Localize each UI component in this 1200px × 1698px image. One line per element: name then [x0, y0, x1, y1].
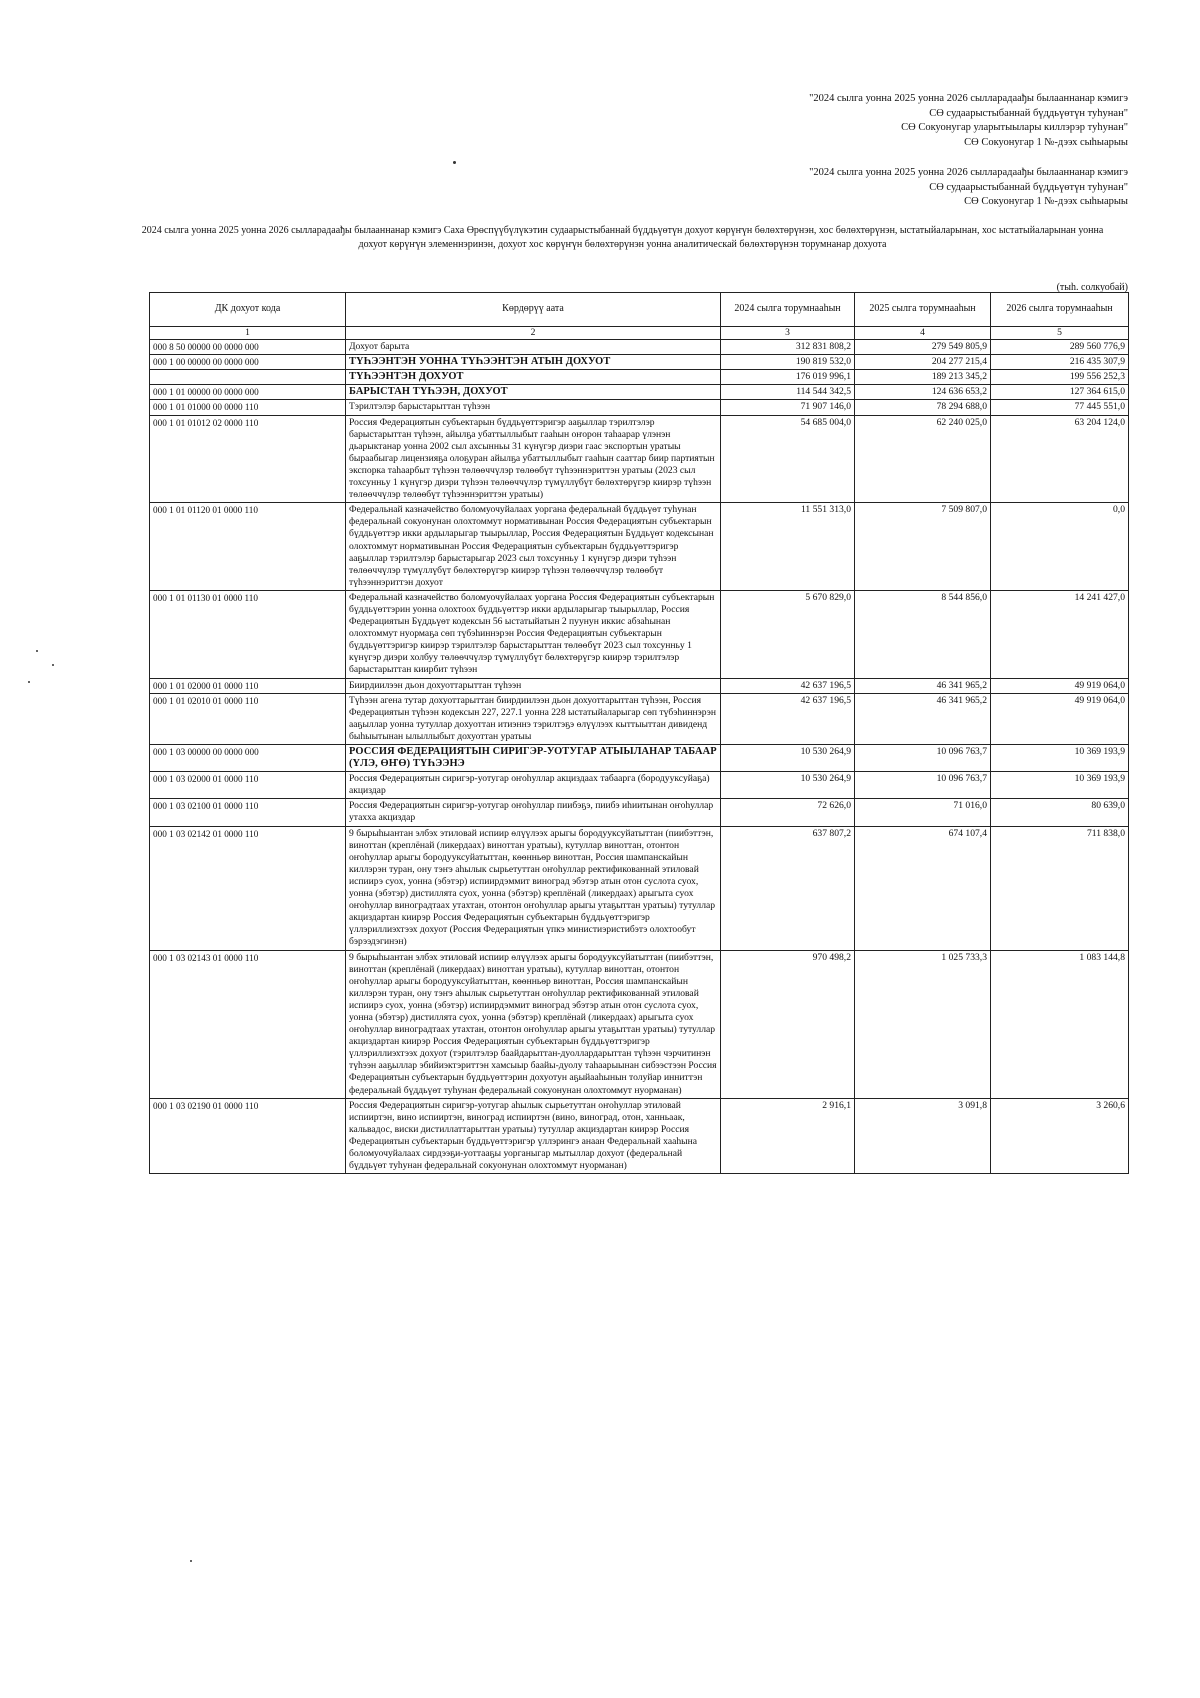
approval-line: "2024 сылга уонна 2025 уонна 2026 сылларадаађы былааннанар кэмигэ	[809, 93, 1128, 104]
table-row	[150, 503, 1129, 591]
value-2025: 124 636 653,2	[855, 385, 991, 400]
value-2024: 42 637 196,5	[721, 693, 855, 744]
income-code: 000 1 00 00000 00 0000 000	[150, 355, 346, 370]
table-row	[150, 678, 1129, 693]
value-2026: 77 445 551,0	[991, 400, 1129, 415]
value-2024: 11 551 313,0	[721, 503, 855, 591]
value-2026: 49 919 064,0	[991, 693, 1129, 744]
value-2025: 204 277 215,4	[855, 355, 991, 370]
value-2026: 289 560 776,9	[991, 340, 1129, 355]
value-2024: 10 530 264,9	[721, 745, 855, 772]
income-code: 000 1 03 02190 01 0000 110	[150, 1098, 346, 1174]
value-2026: 216 435 307,9	[991, 355, 1129, 370]
indicator-name: ТҮҺЭЭНТЭН УОННА ТҮҺЭЭНТЭН АТЫН ДОХУОТ	[346, 355, 721, 370]
value-2024: 176 019 996,1	[721, 370, 855, 385]
table-row	[150, 370, 1129, 385]
table-row	[150, 799, 1129, 826]
indicator-name: ТҮҺЭЭНТЭН ДОХУОТ	[346, 370, 721, 385]
value-2024: 5 670 829,0	[721, 590, 855, 678]
income-code: 000 1 03 02143 01 0000 110	[150, 950, 346, 1098]
column-number: 3	[721, 327, 855, 340]
table-row	[150, 772, 1129, 799]
header-2025: 2025 сылга торумнааһын	[855, 293, 991, 327]
value-2025: 7 509 807,0	[855, 503, 991, 591]
value-2025: 8 544 856,0	[855, 590, 991, 678]
value-2024: 71 907 146,0	[721, 400, 855, 415]
income-code: 000 1 01 01012 02 0000 110	[150, 415, 346, 503]
table-row	[150, 400, 1129, 415]
column-number-row	[150, 327, 1129, 340]
indicator-name: 9 бырыһыантан элбэх этиловай испиир өлүүлээх арыгы бородууксуйатыттан (пиибэттэн, виноттан (креплёнай (ликердаах) виноттан уратыы), кутуллар виноттан, отонтон оҥоһуллар арыгы бородууксуйатыттан, көөнньөр виноттан, Россия шампанскайын киллэрэн туран, ону тэҥэ аһылык сырьетуттан оҥоһуллар ректификованнай этиловай испиирэ суох, уонна (эбэтэр) испиирдэммит виноград эбэтэр атын отон суслота суох, уонна (эбэтэр) дистиллята суох, уонна (эбэтэр) креплёнай (ликердаах) арыгыта суох оҥоһуллар виноградтаах утахтан, отонтон оҥоһуллар арыгы утаҕыттан уратыы) тутуллар акциздартан киирэр Россия Федерациятын субъектарын бүддьүөттэригэр үллэриллиэхтээх дохуот (тэрилтэлэр баайдарыттан-дуоллардарыттан түһээн чэрчитинэн түһээн ааҕыллар эбийиэктэриттэн хамсыыр баайы-дуолу таһаарыынан сибээстээн Россия Федерациятын субъектарын бүддьүөттэрин дохуотун аҕыйааһынын толуйар инниттэн федеральнай бүддьүөт туһунан федеральнай сокуонунан олохтоммут нуорманан)	[346, 950, 721, 1098]
value-2026: 199 556 252,3	[991, 370, 1129, 385]
income-code: 000 1 03 02142 01 0000 110	[150, 826, 346, 950]
scan-speck	[28, 681, 30, 683]
approval-line: СӨ Сокуонугар 1 №-дээх сыһыарыы	[964, 196, 1128, 208]
value-2025: 674 107,4	[855, 826, 991, 950]
value-2026: 0,0	[991, 503, 1129, 591]
value-2025: 46 341 965,2	[855, 678, 991, 693]
indicator-name: БАРЫСТАН ТҮҺЭЭН, ДОХУОТ	[346, 385, 721, 400]
column-number: 1	[150, 327, 346, 340]
indicator-name: РОССИЯ ФЕДЕРАЦИЯТЫН СИРИГЭР-УОТУГАР АТЫЫЛАНАР ТАБААР (ҮЛЭ, ӨҤӨ) ТҮҺЭЭНЭ	[346, 745, 721, 772]
indicator-name: Россия Федерациятын субъектарын бүддьүөттэригэр ааҕыллар тэрилтэлэр барыстарыттан түһээн, айылҕа убаттыллыбыт гааһын оҥорон таһаарар үлэнэн дьарыктанар уонна 2002 сыл ахсынньы 31 күнүгэр диэри гаас экспортын уратыы быраабыгар лицензияҕа олоҕуран айылҕа убаттыллыбыт гааһын сааттар биир партиятын экспорка таһаарбыт түһээн төлөөччүлэр төлөөбүт түһээннэриттэн уратыы (2023 сыл тохсунньу 1 күнүгэр диэри түһээн төлөөччүлэр түмүллүбүт бөлөхтөрүгэр киирэр түһээн төлөөччүлэр төлөөбүт түһээннэриттэн уратыы)	[346, 415, 721, 503]
scan-speck	[52, 664, 54, 666]
income-code: 000 1 01 02010 01 0000 110	[150, 693, 346, 744]
approval-line: "2024 сылга уонна 2025 уонна 2026 сылларадаађы былааннанар кэмигэ	[809, 167, 1128, 178]
indicator-name: Тэрилтэлэр барыстарыттан түһээн	[346, 400, 721, 415]
table-row	[150, 693, 1129, 744]
header-2024: 2024 сылга торумнааһын	[721, 293, 855, 327]
indicator-name: Россия Федерациятын сиригэр-уотугар аһылык сырьетуттан оҥоһуллар этиловай испииртэн, вино испииртэн, виноград испииртэн (вино, виноград, отон, ханньаак, кальвадос, виски дистиллаттарыттан уратыы) тутуллар акциздартан киирэр Россия Федерациятын субъектарын бүддьүөттэригэр үллэрингэ анаан Федеральнай хааһына боломуочуйалаах сирдээҕи-уоттааҕы уорганыгар мытыллар дохуот (федеральнай бүддьүөт туһунан федеральнай сокуонунан олохтоммут нуорманан)	[346, 1098, 721, 1174]
income-code: 000 1 03 00000 00 0000 000	[150, 745, 346, 772]
approval-line: СӨ судаарыстыбаннай бүддьүөтүн туһунан"	[929, 107, 1128, 119]
column-number: 2	[346, 327, 721, 340]
table-row	[150, 745, 1129, 772]
approval-block-1	[809, 92, 1128, 150]
value-2025: 62 240 025,0	[855, 415, 991, 503]
table-row	[150, 590, 1129, 678]
value-2024: 970 498,2	[721, 950, 855, 1098]
table-row	[150, 950, 1129, 1098]
value-2024: 54 685 004,0	[721, 415, 855, 503]
approval-line: СӨ судаарыстыбаннай бүддьүөтүн туһунан"	[929, 181, 1128, 193]
income-code: 000 1 01 01130 01 0000 110	[150, 590, 346, 678]
scan-speck	[453, 161, 456, 164]
table-row	[150, 385, 1129, 400]
income-code	[150, 370, 346, 385]
income-code: 000 1 03 02000 01 0000 110	[150, 772, 346, 799]
unit-note: (тыһ. солкуобай)	[1056, 282, 1128, 293]
indicator-name: Россия Федерациятын сиригэр-уотугар оҥоһуллар акциздаах табаарга (бородууксуйаҕа) акциздар	[346, 772, 721, 799]
value-2024: 2 916,1	[721, 1098, 855, 1174]
approval-line: СӨ Сокуонугар уларытыылары киллэрэр туһунан"	[901, 122, 1128, 134]
value-2025: 78 294 688,0	[855, 400, 991, 415]
value-2024: 312 831 808,2	[721, 340, 855, 355]
approval-line: СӨ Сокуонугар 1 №-дээх сыһыарыы	[964, 136, 1128, 148]
scan-speck	[190, 1560, 192, 1562]
income-code: 000 1 01 01120 01 0000 110	[150, 503, 346, 591]
header-name: Көрдөрүү аата	[346, 293, 721, 327]
value-2025: 10 096 763,7	[855, 745, 991, 772]
indicator-name: Биирдиилээн дьон дохуоттарыттан түһээн	[346, 678, 721, 693]
value-2026: 10 369 193,9	[991, 745, 1129, 772]
value-2024: 190 819 532,0	[721, 355, 855, 370]
value-2026: 711 838,0	[991, 826, 1129, 950]
value-2025: 3 091,8	[855, 1098, 991, 1174]
table-row	[150, 415, 1129, 503]
value-2026: 49 919 064,0	[991, 678, 1129, 693]
table-row	[150, 340, 1129, 355]
column-number: 4	[855, 327, 991, 340]
indicator-name: Федеральнай казначейство боломуочуйалаах уорганa федеральнай бүддьүөт туһунан федеральнай сокуонунан олохтоммут нормативынан Россия Федерациятын субъектарын бүддьүөттэр икки ардыларыгар тыырыллар, Россия Федерациятын Бүддьүөт кодексынан олохтоммут нормативынан Россия Федерациятын субъектарын бүддьүөттэригэр ааҕыллар тэрилтэлэр барыстарыгар 2023 сыл тохсунньу 1 күнүгэр диэри түһээн төлөөччүлэр түмүллүбүт бөлөхтөрүгэр киирэр түһээн төлөөччүлэр төлөөбүт түһээннэриттэн дохуот	[346, 503, 721, 591]
header-2026: 2026 сылга торумнааһын	[991, 293, 1129, 327]
value-2024: 637 807,2	[721, 826, 855, 950]
column-number: 5	[991, 327, 1129, 340]
header-code: ДК дохуот кода	[150, 293, 346, 327]
income-code: 000 1 03 02100 01 0000 110	[150, 799, 346, 826]
table-row	[150, 826, 1129, 950]
table-row	[150, 1098, 1129, 1174]
value-2026: 3 260,6	[991, 1098, 1129, 1174]
value-2026: 127 364 615,0	[991, 385, 1129, 400]
budget-table	[149, 292, 1129, 1174]
value-2026: 80 639,0	[991, 799, 1129, 826]
income-code: 000 1 01 00000 00 0000 000	[150, 385, 346, 400]
indicator-name: Федеральнай казначейство боломуочуйалаах уорганa Россия Федерациятын субъектарын бүддьүөттэрин уонна олохтоох бүддьүөттэр икки ардыларыгар тыырыллар, Россия Федерациятын Бүддьүөт кодексын 56 ыстатыйатын 2 пуунун иккис абзаһынан олохтоммут нуормаҕа сөп түбэһиннэрэн Россия Федерациятын субъектарын бүддьүөттэригэр киирэр тэрилтэлэр барыстарыттан төлөөбүт 2023 сыл тохсунньу 1 күнүгэр диэри холбуу төлөөччүлэр түмүллүбүт бөлөхтөрүгэр киирэр тэрилтэлэр барыстарыттан киирбит түһээн	[346, 590, 721, 678]
indicator-name: Түһээн агена тутар дохуоттарыттан биирдиилээн дьон дохуоттарыттан түһээн, Россия Федерациятын түһээн кодексын 227, 227.1 уонна 228 ыстатыйаларыгар сөп түбэһиннэрэн ааҕыллар уонна тутуллар дохуоттан итиэннэ тэрилтэҕэ өлүүлээх кыттыыттан дивиденд быһыытынан ылыллыбыт дохуоттан уратыы	[346, 693, 721, 744]
table-row	[150, 355, 1129, 370]
document-title: 2024 сылга уонна 2025 уонна 2026 сылларадаађы былааннанар кэмигэ Саха Өрөспүүбүлүкэтин судаарыстыбаннай бүддьүөтүн дохуот көрүҥүн бөлөхтөрүнэн, хос бөлөхтөрүнэн, ыстатыйаларынан, хос ыстатыйаларынан уонна дохуот көрүҥүн элеменнэринэн, дохуот хос көрүҥүн бөлөхтөрүнэн уонна аналитическай бөлөхтөрүнэн торумнанар дохуота	[141, 225, 1104, 250]
income-code: 000 8 50 00000 00 0000 000	[150, 340, 346, 355]
value-2025: 71 016,0	[855, 799, 991, 826]
income-code: 000 1 01 01000 00 0000 110	[150, 400, 346, 415]
table-header-row	[150, 293, 1129, 327]
income-code: 000 1 01 02000 01 0000 110	[150, 678, 346, 693]
value-2026: 10 369 193,9	[991, 772, 1129, 799]
value-2025: 1 025 733,3	[855, 950, 991, 1098]
value-2024: 42 637 196,5	[721, 678, 855, 693]
value-2024: 72 626,0	[721, 799, 855, 826]
value-2025: 189 213 345,2	[855, 370, 991, 385]
value-2026: 1 083 144,8	[991, 950, 1129, 1098]
value-2025: 279 549 805,9	[855, 340, 991, 355]
value-2024: 10 530 264,9	[721, 772, 855, 799]
value-2026: 63 204 124,0	[991, 415, 1129, 503]
indicator-name: Россия Федерациятын сиригэр-уотугар оҥоһуллар пиибэҕэ, пиибэ иһиитынан оҥоһуллар утахха акциздар	[346, 799, 721, 826]
value-2026: 14 241 427,0	[991, 590, 1129, 678]
value-2025: 46 341 965,2	[855, 693, 991, 744]
approval-block-2	[809, 166, 1128, 210]
indicator-name: Дохуот барыта	[346, 340, 721, 355]
scan-speck	[36, 650, 38, 652]
value-2025: 10 096 763,7	[855, 772, 991, 799]
value-2024: 114 544 342,5	[721, 385, 855, 400]
indicator-name: 9 бырыһыантан элбэх этиловай испиир өлүүлээх арыгы бородууксуйатыттан (пиибэттэн, виноттан (креплёнай (ликердаах) виноттан уратыы), кутуллар виноттан, отонтон оҥоһуллар арыгы бородууксуйатыттан, көөнньөр виноттан, Россия шампанскайын киллэрэн туран, ону тэҥэ аһылык сырьетуттан оҥоһуллар ректификованнай этиловай испиирэ суох, уонна (эбэтэр) испиирдэммит виноград эбэтэр атын отон суслота суох, уонна (эбэтэр) дистиллята суох, уонна (эбэтэр) креплёнай (ликердаах) арыгыта суох оҥоһуллар виноградтаах утахтан, отонтон оҥоһуллар арыгы утаҕыттан уратыы) тутуллар акциздартан киирэр Россия Федерациятын субъектарын бүддьүөттэригэр үллэриллиэхтээх дохуот (Россия Федерациятын үпкэ министиэристибэтэ олохтообут бэрээдэгинэн)	[346, 826, 721, 950]
